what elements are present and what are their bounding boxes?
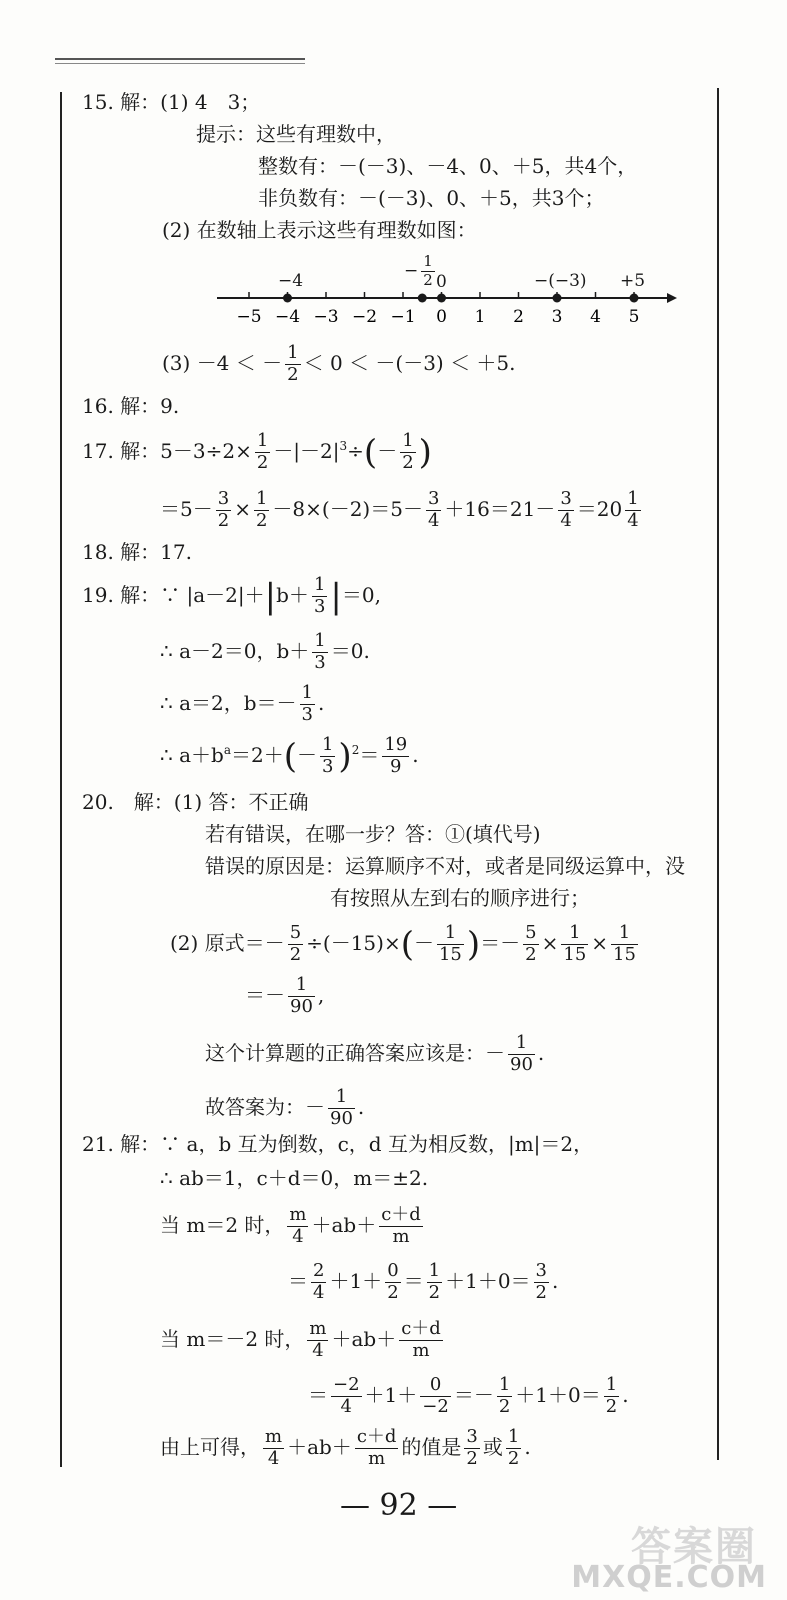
nl-label-neg-neg3: −(−3) (534, 271, 587, 291)
q17-line1: 17. 解：5－3÷2× $\frac{1}{2}$ $-|-2|^3\div(-$ $\frac{1}{2}$ ) (82, 430, 432, 473)
axis-point (437, 294, 446, 303)
axis-tick-label: −4 (274, 307, 301, 327)
number-line-figure (212, 248, 682, 333)
q21-line7: 由上可得， $\frac{m}{4}$ ＋ab＋ $\frac{c+d}{m}$ 的值是 $\frac{3}{2}$ 或 $\frac{1}{2}$ . (160, 1426, 531, 1469)
page-number: — 92 — (340, 1488, 458, 1523)
q21-line1: 21. 解：∵ a，b 互为倒数，c，d 互为相反数，|m|＝2， (82, 1132, 594, 1156)
axis-tick-label: −3 (313, 307, 339, 327)
axis-point (630, 294, 639, 303)
nl-label-zero: 0 (436, 272, 447, 292)
q15-nonnegative: 非负数有：－(－3)、0、＋5，共3个； (258, 186, 605, 210)
axis-tick-label: −1 (390, 307, 416, 327)
axis-tick-label: 0 (436, 307, 447, 327)
top-rule-thin (55, 63, 305, 64)
q20-line5: (2) 原式＝－ $\frac{5}{2}$ ÷(－15)×(－ $\frac{1}{15}$ )＝－ $\frac{5}{2}$ × $\frac{1}{15}$ × $\frac{1}{15}$ (170, 922, 636, 965)
q20-line1: 20. 解：(1) 答：不正确 (82, 790, 309, 814)
q20-line3: 错误的原因是：运算顺序不对，或者是同级运算中，没 (205, 854, 685, 878)
axis-tick-label: 2 (513, 307, 524, 327)
q17-line2: ＝5－ $\frac{3}{2}$ × $\frac{1}{2}$ －8×(－2)＝5－ $\frac{3}{4}$ ＋16＝21－ $\frac{3}{4}$ ＝20 $\frac{1}{4}$ (160, 488, 639, 531)
q16: 16. 解：9. (82, 394, 180, 418)
axis-tick-label: 4 (590, 307, 601, 327)
axis-point (553, 294, 562, 303)
q19-line2: ∴ a－2＝0，b＋ $\frac{1}{3}$ ＝0. (160, 630, 370, 673)
axis-tick-label: 5 (628, 307, 640, 327)
q15-hint: 提示：这些有理数中， (196, 122, 396, 146)
axis-tick-label: −2 (351, 307, 378, 327)
q19-line1: 19. 解：∵ |a－2|＋|b＋ $\frac{1}{3}$ |＝0, (82, 574, 381, 617)
watermark-logo: 答案圈 (631, 1524, 757, 1570)
watermark-url: MXQE.COM (571, 1560, 767, 1595)
q20-line6: ＝－ $\frac{1}{90}$ , (245, 974, 325, 1017)
q15-head: 15. 解：(1) 4 3； (82, 90, 261, 114)
q21-line6: ＝ $\frac{-2}{4}$ ＋1＋ $\frac{0}{-2}$ ＝－ $\frac{1}{2}$ ＋1＋0＝ $\frac{1}{2}$ . (308, 1374, 629, 1417)
q20-line8: 故答案为：－ $\frac{1}{90}$ . (205, 1086, 365, 1129)
q15-integers: 整数有：－(－3)、－4、0、＋5，共4个， (258, 154, 638, 178)
axis-tick-label: 1 (474, 307, 486, 327)
q19-line3: ∴ a＝2，b＝－ $\frac{1}{3}$ . (160, 682, 325, 725)
axis-tick-label: −5 (236, 307, 262, 327)
q20-line4: 有按照从左到右的顺序进行； (330, 886, 590, 910)
axis-point (418, 294, 427, 303)
q15-part2: (2) 在数轴上表示这些有理数如图： (162, 218, 477, 242)
axis-point (283, 294, 292, 303)
q18: 18. 解：17. (82, 540, 192, 564)
right-margin-line (717, 88, 719, 1460)
nl-label-plus5: +5 (620, 271, 646, 291)
q21-line3: 当 m＝2 时， $\frac{m}{4}$ ＋ab＋ $\frac{c+d}{m}$ (160, 1204, 421, 1247)
axis-tick-label: 3 (551, 307, 563, 327)
q20-line2: 若有错误，在哪一步？答：①(填代号) (205, 822, 541, 846)
nl-label-minus4: −4 (278, 271, 304, 291)
top-rule (55, 58, 305, 60)
q15-part3: (3) －4 ＜ － $\frac{1}{2}$ ＜ 0 ＜ －(－3) ＜ ＋5. (162, 342, 516, 385)
q21-line4: ＝ $\frac{2}{4}$ ＋1＋ $\frac{0}{2}$ ＝ $\frac{1}{2}$ ＋1＋0＝ $\frac{3}{2}$ . (288, 1260, 559, 1303)
q20-line7: 这个计算题的正确答案应该是：－ $\frac{1}{90}$ . (205, 1032, 545, 1075)
left-margin-line (60, 92, 62, 1467)
q21-line5: 当 m＝－2 时， $\frac{m}{4}$ ＋ab＋ $\frac{c+d}{m}$ (160, 1318, 441, 1361)
q19-line4: ∴ $a+b^a=2+(-$ $\frac{1}{3}$ )$^2$＝ $\frac{19}{9}$ . (160, 734, 419, 777)
nl-label-minus-half: − $\frac{1}{2}$ (404, 252, 433, 289)
q21-line2: ∴ ab＝1，c＋d＝0，m＝±2. (160, 1166, 429, 1190)
axis-arrow (667, 293, 677, 303)
